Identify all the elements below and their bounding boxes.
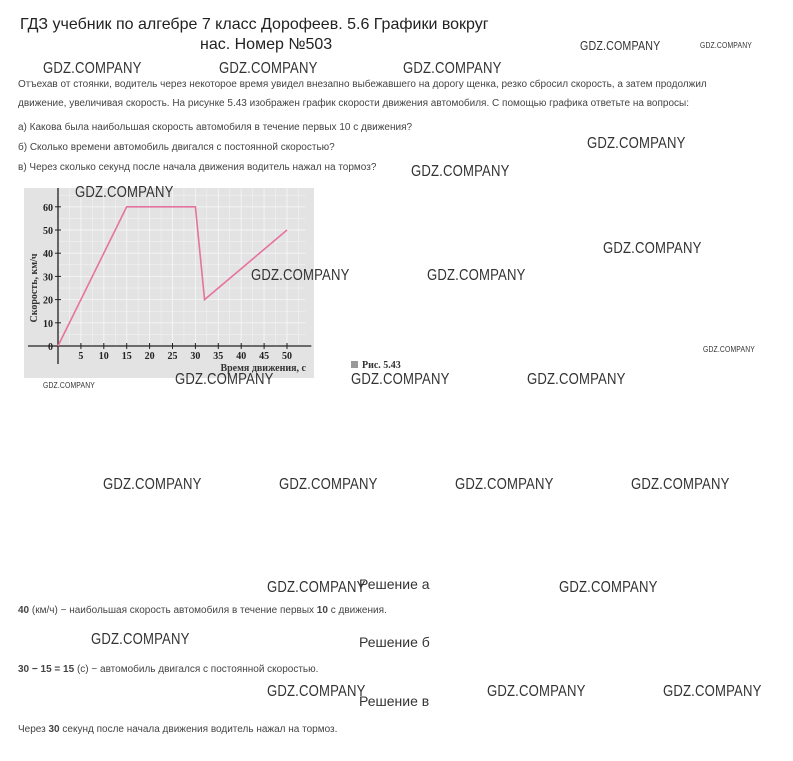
question-b: б) Сколько времени автомобиль двигался с постоянной скоростью? [18,142,335,153]
watermark: GDZ.COMPANY [411,163,510,180]
x-axis-label: Время движения, с [220,363,306,374]
solution-a-text: 40 (км/ч) − наибольшая скорость автомобиля в течение первых 10 с движения. [18,605,387,616]
question-a: а) Какова была наибольшая скорость автомобиля в течение первых 10 с движения? [18,122,413,133]
x-tick-label: 15 [121,351,132,362]
y-tick-label: 40 [43,249,53,261]
watermark: GDZ.COMPANY [527,371,626,388]
y-axis-label: Скорость, км/ч [29,253,40,323]
watermark: GDZ.COMPANY [279,476,378,493]
watermark: GDZ.COMPANY [703,345,755,354]
watermark: GDZ.COMPANY [603,240,702,257]
watermark: GDZ.COMPANY [91,631,190,648]
solution-b-text: 30 − 15 = 15 (с) − автомобиль двигался с постоянной скоростью. [18,664,319,675]
watermark: GDZ.COMPANY [487,683,586,700]
problem-intro-line2: движение, увеличивая скорость. На рисунке 5.43 изображен график скорости движения автомобиля. С помощью графика ответьте на вопросы: [18,98,689,109]
y-tick-label: 60 [43,202,53,214]
figure-caption: Рис. 5.43 [362,360,401,371]
speed-chart [24,188,424,378]
watermark: GDZ.COMPANY [219,60,318,77]
watermark: GDZ.COMPANY [75,184,174,201]
solution-c-text: Через 30 секунд после начала движения водитель нажал на тормоз. [18,724,338,735]
x-tick-label: 5 [78,351,84,362]
watermark: GDZ.COMPANY [267,683,366,700]
watermark: GDZ.COMPANY [175,371,274,388]
y-tick-label: 30 [43,272,53,284]
solution-c-heading: Решение в [359,693,430,709]
watermark: GDZ.COMPANY [351,371,450,388]
y-tick-label: 50 [43,226,53,237]
problem-intro-line1: Отъехав от стоянки, водитель через некоторое время увидел внезапно выбежавшего на дорогу щенка, резко сбросил скорость, а затем продолжил [18,79,707,90]
watermark: GDZ.COMPANY [251,267,350,284]
x-tick-label: 45 [259,351,270,362]
page-title-line1: ГДЗ учебник по алгебре 7 класс Дорофеев. 5.6 Графики вокруг [20,16,489,33]
watermark: GDZ.COMPANY [631,476,730,493]
watermark: GDZ.COMPANY [587,135,686,152]
watermark: GDZ.COMPANY [427,267,526,284]
x-tick-label: 20 [144,351,155,362]
x-tick-label: 40 [236,351,247,362]
solution-b-heading: Решение б [359,634,430,650]
y-tick-label: 10 [43,318,53,330]
watermark: GDZ.COMPANY [43,60,142,77]
watermark: GDZ.COMPANY [43,381,95,390]
x-tick-label: 25 [167,351,178,362]
x-tick-label: 50 [282,351,292,362]
origin-label: 0 [48,342,53,353]
x-tick-label: 30 [190,351,201,362]
watermark: GDZ.COMPANY [267,579,366,596]
x-tick-label: 10 [98,351,109,362]
watermark: GDZ.COMPANY [580,38,661,53]
solution-a-heading: Решение а [359,576,430,592]
watermark: GDZ.COMPANY [700,41,752,50]
question-c: в) Через сколько секунд после начала движения водитель нажал на тормоз? [18,162,377,173]
watermark: GDZ.COMPANY [455,476,554,493]
watermark: GDZ.COMPANY [103,476,202,493]
page-title-line2: нас. Номер №503 [200,36,333,53]
caption-marker [351,361,358,368]
y-tick-label: 20 [43,295,53,307]
watermark: GDZ.COMPANY [403,60,502,77]
watermark: GDZ.COMPANY [663,683,762,700]
watermark: GDZ.COMPANY [559,579,658,596]
x-tick-label: 35 [213,351,224,362]
